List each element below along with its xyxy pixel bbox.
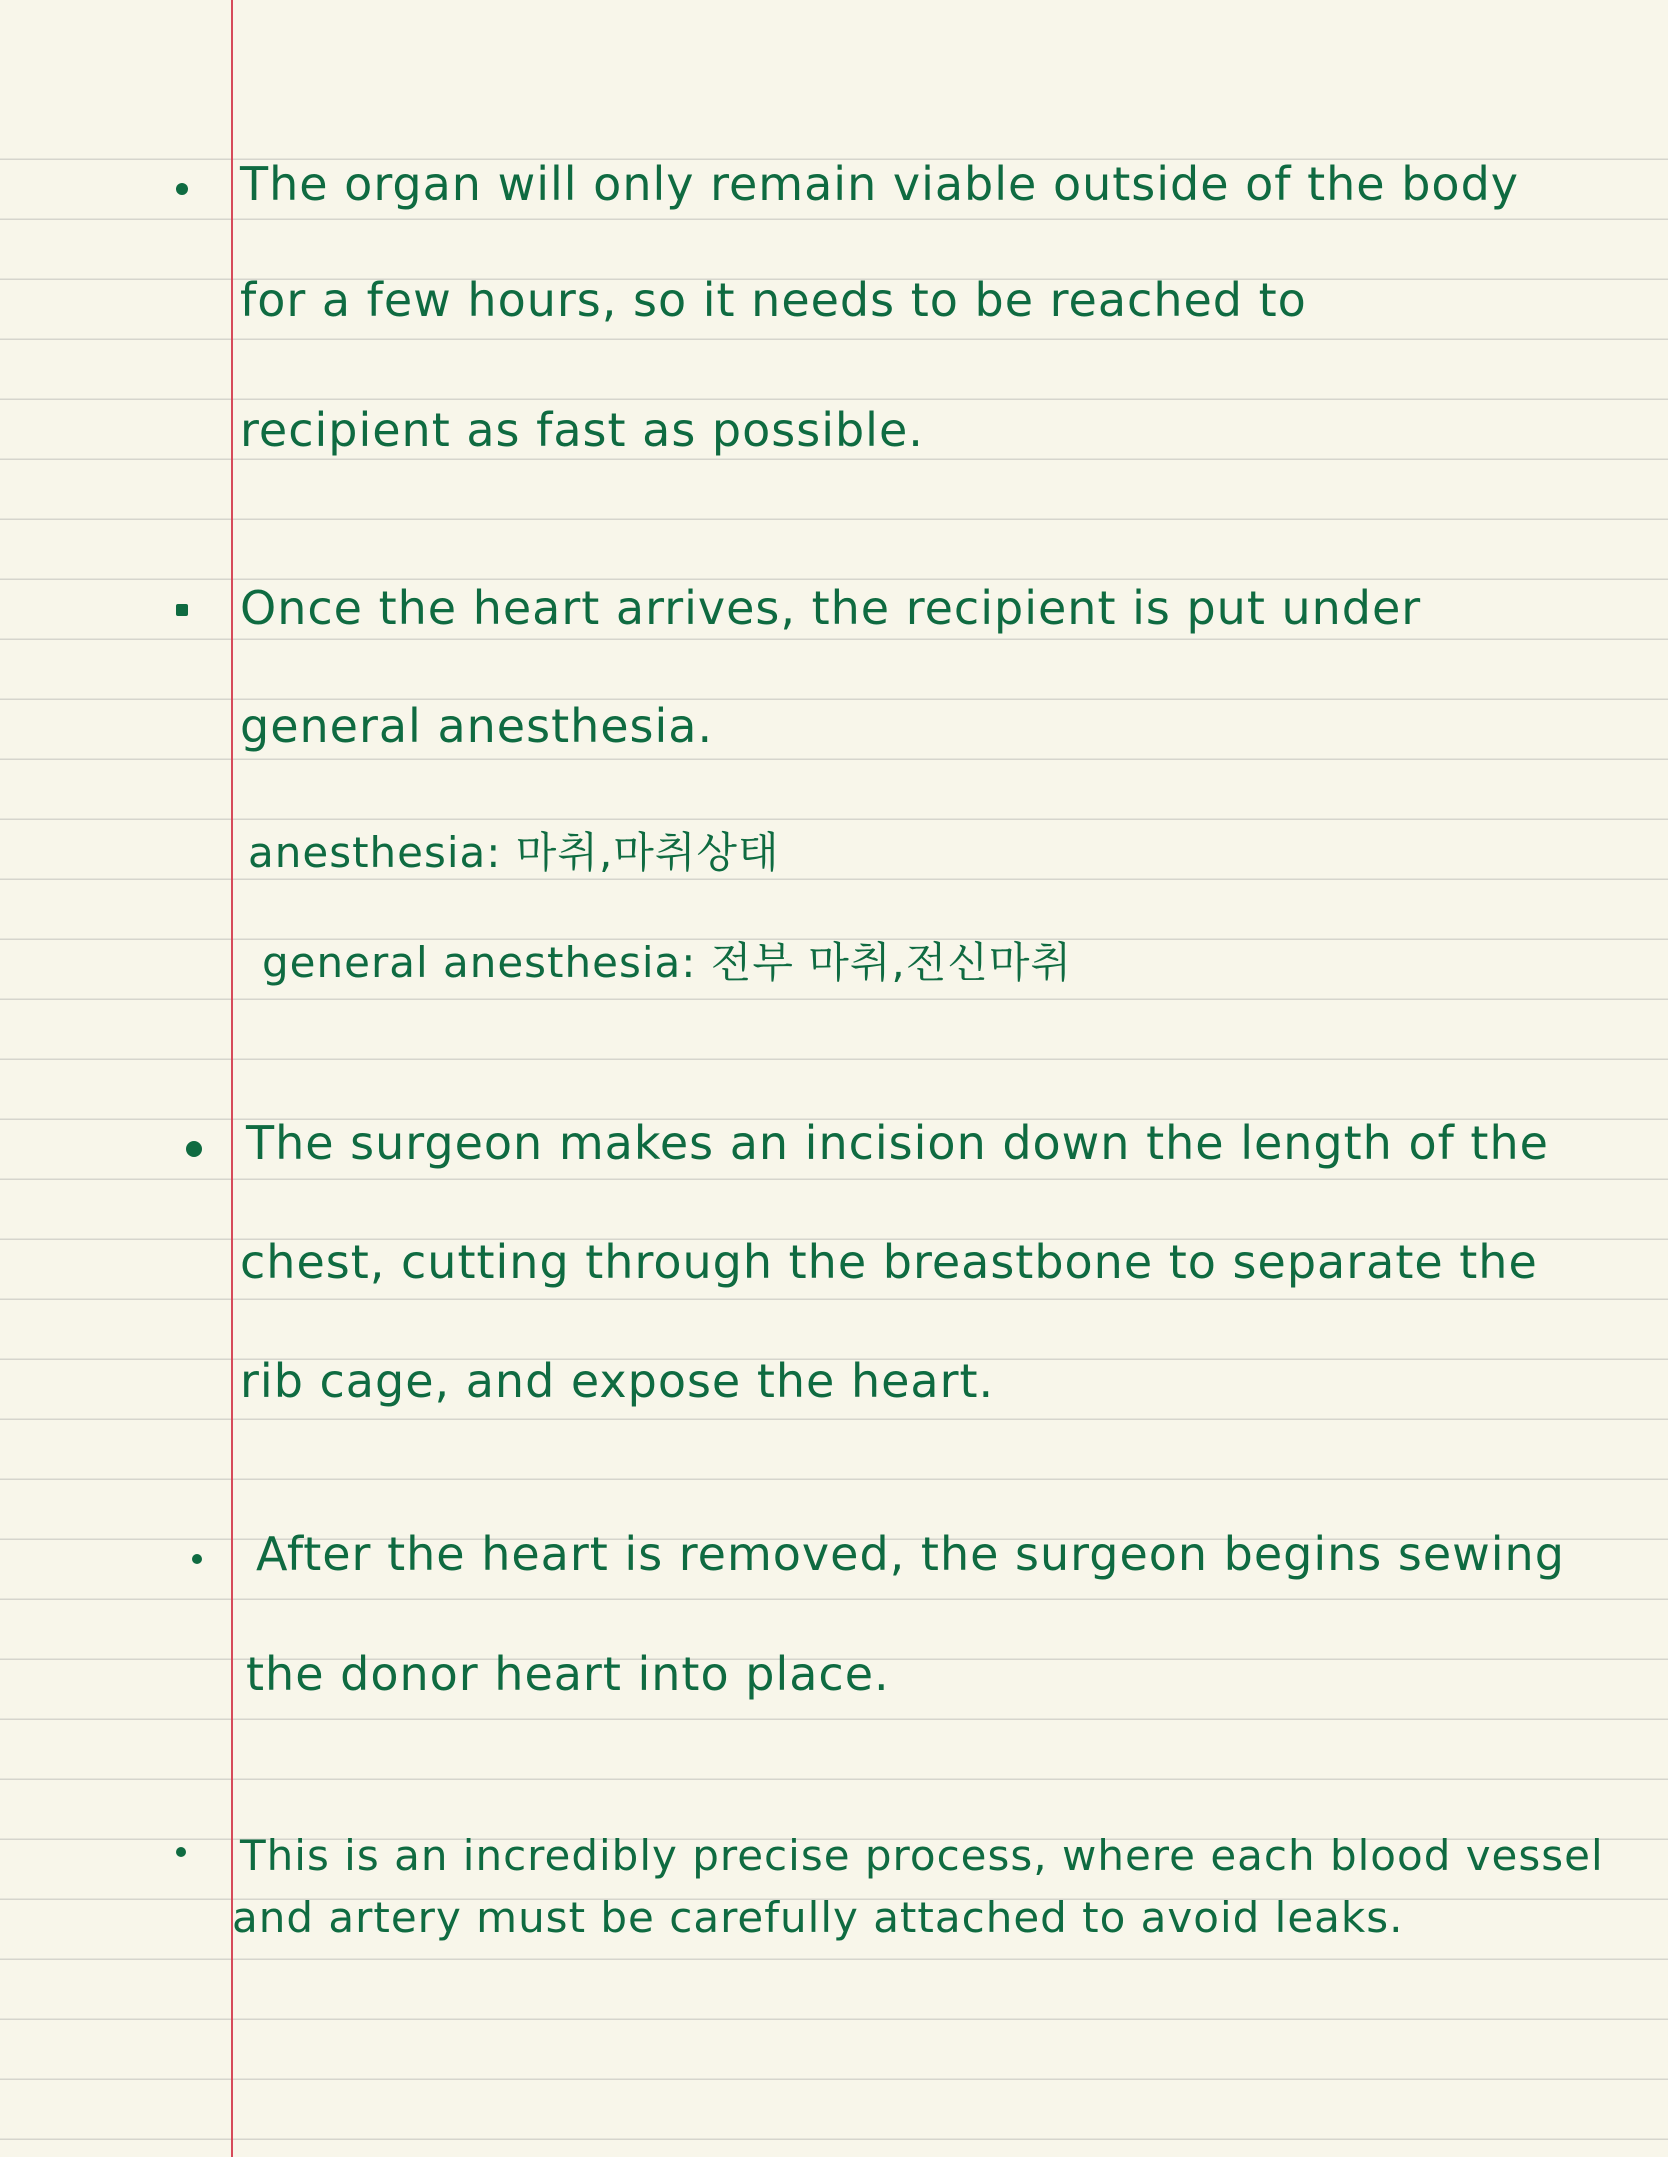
note-line: and artery must be carefully attached to avoid leaks. xyxy=(232,1893,1404,1942)
note-line: This is an incredibly precise process, where each blood vessel xyxy=(240,1831,1604,1880)
note-line: After the heart is removed, the surgeon begins sewing xyxy=(256,1527,1565,1581)
note-line: for a few hours, so it needs to be reached to xyxy=(240,273,1307,327)
margin-line xyxy=(231,0,233,2157)
glossary-line: anesthesia: 마취,마취상태 xyxy=(248,828,780,877)
page-header-space xyxy=(0,0,1668,158)
glossary-line: general anesthesia: 전부 마취,전신마취 xyxy=(262,938,1073,987)
note-line: The surgeon makes an incision down the length of the xyxy=(246,1116,1549,1170)
bullet-dot xyxy=(176,604,188,616)
note-line: Once the heart arrives, the recipient is put under xyxy=(240,581,1422,635)
bullet-dot xyxy=(176,183,188,195)
note-line: The organ will only remain viable outside of the body xyxy=(240,157,1519,211)
note-line: the donor heart into place. xyxy=(246,1647,890,1701)
note-line: general anesthesia. xyxy=(240,699,714,753)
note-line: rib cage, and expose the heart. xyxy=(240,1354,995,1408)
note-line: recipient as fast as possible. xyxy=(240,403,924,457)
bullet-dot xyxy=(192,1554,202,1564)
bullet-dot xyxy=(186,1141,202,1157)
note-line: chest, cutting through the breastbone to separate the xyxy=(240,1235,1538,1289)
bullet-dot xyxy=(176,1847,186,1857)
